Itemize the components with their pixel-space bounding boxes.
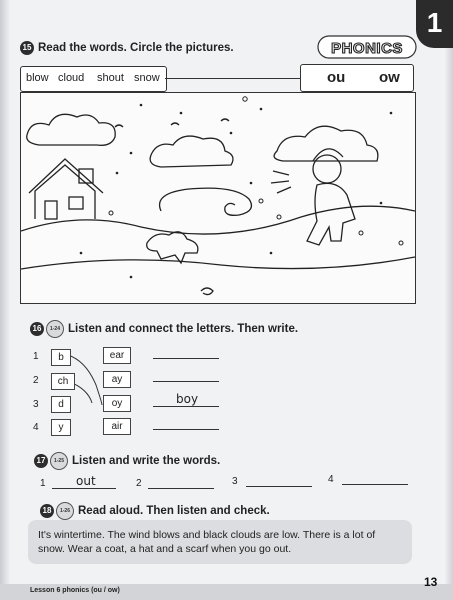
ex15-divider-line [165, 78, 300, 79]
lesson-footer: Lesson 6 phonics (ou / ow) [30, 587, 120, 594]
boy-head [313, 155, 341, 183]
audio-track-icon[interactable]: 1-26 [56, 502, 74, 520]
row-3-number: 3 [33, 399, 39, 410]
page-spine-shadow [0, 0, 10, 600]
letter-air[interactable]: air [103, 418, 131, 435]
ex15-word-box [20, 66, 167, 92]
winter-scene-picture[interactable] [20, 92, 416, 304]
ex18-read-box [28, 520, 412, 564]
ex17-instruction: Listen and write the words. [72, 455, 221, 467]
letter-d[interactable]: d [51, 396, 71, 413]
answer-line-2[interactable] [153, 381, 219, 382]
sound-ow: ow [379, 69, 400, 86]
ex18-number: 18 [40, 504, 54, 518]
ex17-answer-out: out [76, 474, 96, 488]
ex18-passage: It's wintertime. The wind blows and black clouds are low. There is a lot of snow. Wear a coat, a hat and a scarf when you go out. [38, 529, 376, 555]
ex18-heading [40, 502, 270, 520]
letter-ch[interactable]: ch [51, 373, 75, 390]
audio-track-icon[interactable]: 1-25 [50, 452, 68, 470]
word-snow: snow [134, 72, 160, 84]
ex17-line-3[interactable] [246, 486, 312, 487]
ex18-instruction: Read aloud. Then listen and check. [78, 505, 270, 517]
letter-y[interactable]: y [51, 419, 71, 436]
winter-scene-illustration [21, 93, 415, 303]
house-window-upper [79, 169, 93, 183]
answer-line-4[interactable] [153, 429, 219, 430]
ex17-line-2[interactable] [148, 488, 214, 489]
snow-squiggle [201, 288, 213, 295]
phonics-sounds-box [300, 64, 414, 92]
cloud-left [27, 114, 115, 145]
answer-line-3[interactable] [153, 406, 219, 407]
word-cloud: cloud [58, 72, 85, 84]
ex15-heading [20, 41, 234, 55]
dog [147, 232, 198, 263]
row-4-number: 4 [33, 422, 39, 433]
ex17-line-4[interactable] [342, 484, 408, 485]
snow-ground-lower [21, 257, 415, 269]
snow-ground [21, 206, 415, 234]
letter-ay[interactable]: ay [103, 371, 131, 388]
ex17-item-2-number: 2 [136, 478, 142, 489]
ex17-number: 17 [34, 454, 48, 468]
ex15-instruction: Read the words. Circle the pictures. [38, 42, 234, 54]
ex17-line-1[interactable] [52, 488, 116, 489]
cloud-right [274, 126, 378, 161]
sound-ou: ou [327, 69, 346, 86]
phonics-logo [314, 32, 420, 62]
cloud-middle [150, 136, 233, 167]
row-1-number: 1 [33, 351, 39, 362]
ex17-item-1-number: 1 [40, 478, 46, 489]
house-door [45, 201, 57, 219]
wind-swirl [160, 188, 252, 215]
page-number: 13 [424, 575, 438, 589]
word-blow: blow [26, 72, 49, 84]
ex17-item-4-number: 4 [328, 474, 334, 485]
audio-track-icon[interactable]: 1-24 [46, 320, 64, 338]
word-shout: shout [97, 72, 124, 84]
row-2-number: 2 [33, 375, 39, 386]
letter-oy[interactable]: oy [103, 395, 131, 412]
ex16-heading [30, 320, 298, 338]
ex17-item-3-number: 3 [232, 476, 238, 487]
letter-b[interactable]: b [51, 349, 71, 366]
boy-body [307, 183, 355, 245]
unit-number-tab: 1 [416, 0, 453, 48]
house-walls [35, 165, 95, 219]
phonics-title: PHONICS [331, 40, 403, 57]
page-edge-shadow [445, 0, 453, 600]
ex17-heading [34, 452, 220, 470]
ex16-number: 16 [30, 322, 44, 336]
shout-lines [271, 171, 291, 193]
letter-ear[interactable]: ear [103, 347, 131, 364]
answer-line-1[interactable] [153, 358, 219, 359]
answer-boy: boy [176, 392, 199, 406]
ex16-instruction: Listen and connect the letters. Then write. [68, 323, 299, 335]
house-window [69, 197, 83, 209]
ex15-number: 15 [20, 41, 34, 55]
